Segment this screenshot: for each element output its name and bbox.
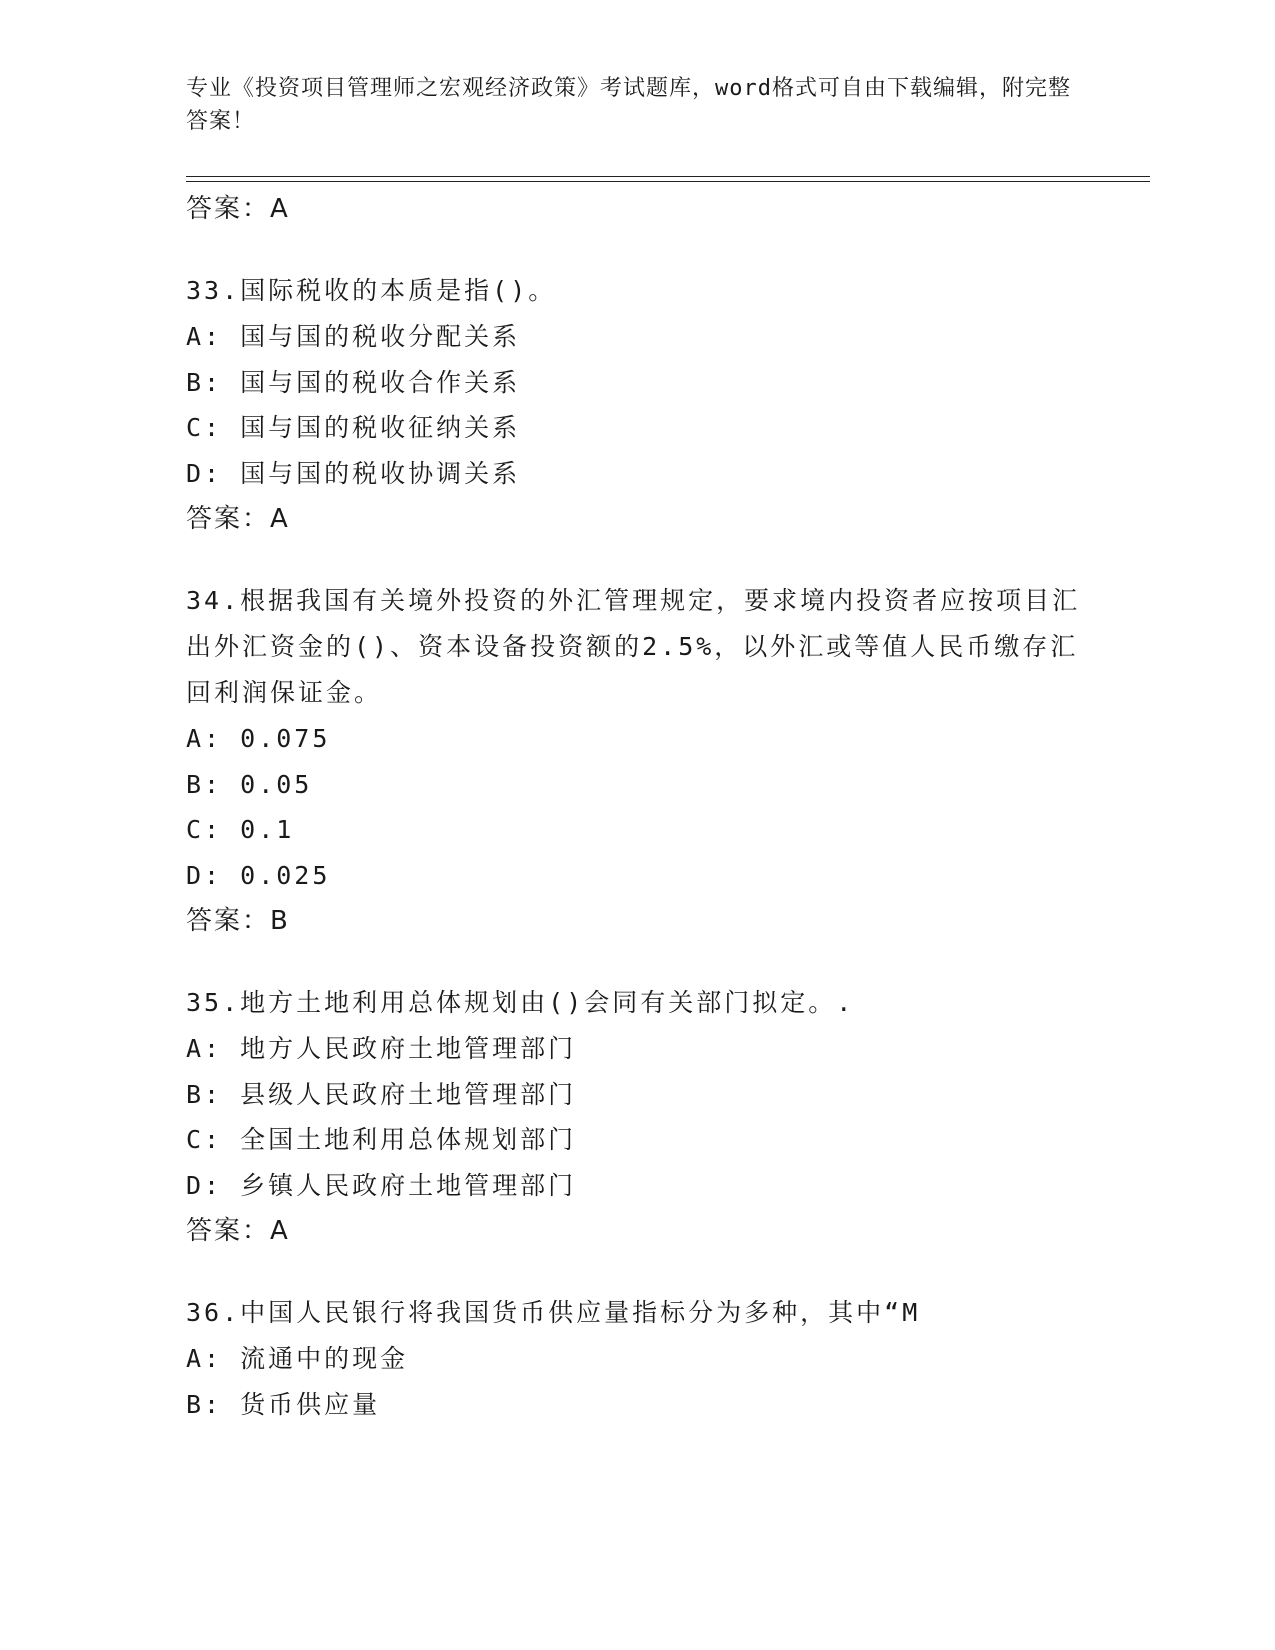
question-stem: 36.中国人民银行将我国货币供应量指标分为多种，其中“M — [186, 1298, 921, 1327]
answer-line: 答案：A — [186, 194, 290, 224]
question-33 — [186, 268, 1086, 542]
option-c: C: 0.1 — [186, 815, 295, 844]
option-b: B: 县级人民政府土地管理部门 — [186, 1079, 577, 1109]
header-intro-text: 专业《投资项目管理师之宏观经济政策》考试题库，word格式可自由下载编辑，附完整答案！ — [186, 76, 1071, 134]
question-stem: 34.根据我国有关境外投资的外汇管理规定，要求境内投资者应按项目汇出外汇资金的()、资本设备投资额的2.5%，以外汇或等值人民币缴存汇回利润保证金。 — [186, 586, 1081, 707]
header-divider-top — [186, 176, 1150, 177]
question-34 — [186, 578, 1086, 944]
option-d: D: 国与国的税收协调关系 — [186, 458, 521, 488]
option-d: D: 乡镇人民政府土地管理部门 — [186, 1170, 577, 1200]
question-36 — [186, 1290, 1086, 1427]
question-stem: 33.国际税收的本质是指()。 — [186, 276, 557, 305]
option-d: D: 0.025 — [186, 860, 331, 890]
option-b: B: 国与国的税收合作关系 — [186, 367, 521, 397]
answer-line: 答案：A — [186, 504, 290, 534]
question-list — [186, 186, 1086, 1427]
option-c: C: 全国土地利用总体规划部门 — [186, 1125, 577, 1154]
answer-line: 答案：A — [186, 1216, 290, 1246]
document-header — [186, 72, 1086, 138]
question-stem: 35.地方土地利用总体规划由()会同有关部门拟定。. — [186, 988, 855, 1017]
option-b: B: 0.05 — [186, 769, 313, 799]
answer-line: 答案：B — [186, 906, 290, 936]
option-a: A: 0.075 — [186, 724, 331, 753]
option-b: B: 货币供应量 — [186, 1389, 381, 1419]
option-a: A: 国与国的税收分配关系 — [186, 322, 521, 351]
option-a: A: 地方人民政府土地管理部门 — [186, 1034, 577, 1063]
option-c: C: 国与国的税收征纳关系 — [186, 413, 521, 442]
header-divider-bottom — [186, 181, 1150, 182]
question-35 — [186, 980, 1086, 1254]
option-a: A: 流通中的现金 — [186, 1344, 409, 1373]
